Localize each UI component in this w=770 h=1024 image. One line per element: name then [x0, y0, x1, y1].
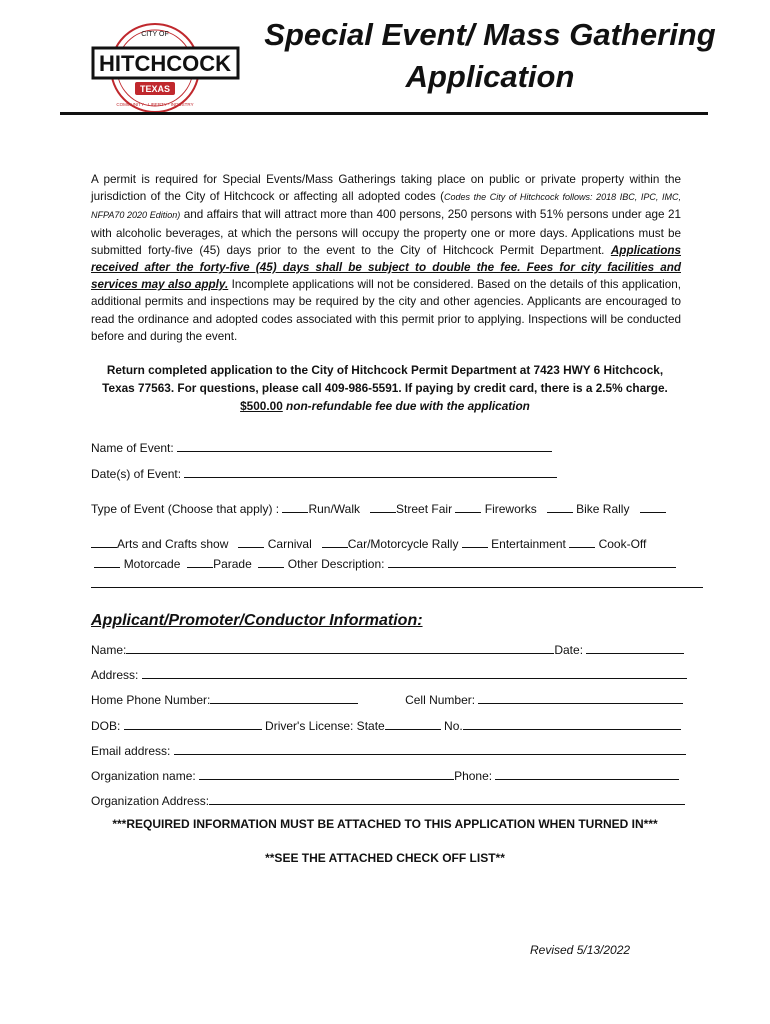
checkbox-arts-crafts[interactable]	[91, 535, 117, 548]
org-phone-field[interactable]	[495, 767, 679, 780]
page-title: Special Event/ Mass Gathering	[264, 17, 716, 52]
city-logo	[90, 18, 240, 118]
checkbox-cook-off[interactable]	[569, 535, 595, 548]
event-dates-field[interactable]	[184, 465, 557, 478]
email-row: Email address:	[91, 742, 686, 759]
event-name-row: Name of Event:	[91, 439, 552, 456]
other-description-row2	[91, 575, 703, 592]
title-divider	[60, 112, 708, 115]
event-type-row1: Type of Event (Choose that apply) : Run/Walk Street Fair Fireworks Bike Rally	[91, 500, 666, 517]
required-info-note: ***REQUIRED INFORMATION MUST BE ATTACHED TO THIS APPLICATION WHEN TURNED IN***	[112, 817, 658, 831]
email-field[interactable]	[174, 742, 686, 755]
checkbox-fireworks[interactable]	[455, 500, 481, 513]
license-state-field[interactable]	[385, 717, 441, 730]
checkbox-run-walk[interactable]	[282, 500, 308, 513]
event-dates-row: Date(s) of Event:	[91, 465, 557, 482]
fee-amount: $500.00	[240, 399, 283, 413]
other-description-field-2[interactable]	[91, 575, 703, 588]
dob-field[interactable]	[124, 717, 262, 730]
svg-text:CITY OF: CITY OF	[141, 31, 169, 38]
phone-row: Home Phone Number: Cell Number:	[91, 691, 683, 708]
svg-text:TEXAS: TEXAS	[139, 84, 171, 94]
org-address-field[interactable]	[209, 792, 685, 805]
codes-note: Codes the City of Hitchcock follows: 2018 IBC, IPC, IMC, NFPA70 2020 Edition)	[91, 192, 681, 221]
return-info-line1: Return completed application to the City of Hitchcock Permit Department at 7423 HWY 6 Hitchcock,	[106, 363, 664, 377]
org-name-field[interactable]	[199, 767, 454, 780]
address-field[interactable]	[142, 666, 687, 679]
late-fee-warning: Applications received after the forty-five (45) days shall be subject to double the fee. Fees for city facilities and services may also apply.	[91, 243, 681, 292]
checkbox-other[interactable]	[258, 555, 284, 568]
svg-text:COMMUNITY - LIBERTY - INDUSTRY: COMMUNITY - LIBERTY - INDUSTRY	[116, 102, 194, 107]
fee-note: $500.00 non-refundable fee due with the application	[240, 399, 530, 413]
page-title-line2: Application	[405, 59, 575, 94]
extra-blank[interactable]	[640, 500, 666, 513]
checkbox-motorcade[interactable]	[94, 555, 120, 568]
org-name-row: Organization name: Phone:	[91, 767, 679, 784]
applicant-name-field[interactable]	[126, 641, 554, 654]
checkbox-bike-rally[interactable]	[547, 500, 573, 513]
applicant-name-row: Name: Date:	[91, 641, 684, 658]
applicant-section-title: Applicant/Promoter/Conductor Information:	[91, 612, 423, 629]
dob-row: DOB: Driver's License: State No.	[91, 717, 681, 734]
return-info-line2: Texas 77563. For questions, please call 409-986-5591. If paying by credit card, there is a 2.5% charge.	[102, 381, 668, 395]
other-description-field[interactable]	[388, 555, 676, 568]
cell-number-field[interactable]	[478, 691, 683, 704]
svg-text:HITCHCOCK: HITCHCOCK	[99, 51, 231, 76]
checkbox-car-motorcycle-rally[interactable]	[322, 535, 348, 548]
applicant-date-field[interactable]	[586, 641, 684, 654]
license-number-field[interactable]	[463, 717, 681, 730]
event-type-row2: Arts and Crafts show Carnival Car/Motorcycle Rally Entertainment Cook-Off	[91, 535, 646, 552]
checkbox-carnival[interactable]	[238, 535, 264, 548]
intro-paragraph: A permit is required for Special Events/Mass Gatherings taking place on public or private property within the jurisdiction of the City of Hitchcock or affecting all adopted codes (Codes the City of Hitchcock follows: 2018 IBC, IPC, IMC, NFPA70 2020 Edition) and affairs that will attract more than 400 persons, 250 persons with 51% persons under age 21 with alcoholic beverages, at which the persons will occupy the property one or more days. Applications must be submitted forty-five (45) days prior to the event to the City of Hitchcock Permit Department. Applications received after the forty-five (45) days shall be subject to double the fee. Fees for city facilities and services may also apply. Incomplete applications will not be considered. Based on the details of this application, additional permits and inspections may be required by the city and other agencies. Applicants are encouraged to read the ordinance and adopted codes associated with this permit prior to applying. Inspections will be conducted before and during the event.	[91, 173, 682, 343]
revision-date: Revised 5/13/2022	[530, 943, 631, 957]
checkbox-parade[interactable]	[187, 555, 213, 568]
home-phone-field[interactable]	[210, 691, 358, 704]
org-address-row: Organization Address:	[91, 792, 685, 809]
event-type-row3: Motorcade Parade Other Description:	[91, 555, 676, 572]
checklist-note: **SEE THE ATTACHED CHECK OFF LIST**	[265, 851, 505, 865]
address-row: Address:	[91, 666, 687, 683]
checkbox-street-fair[interactable]	[370, 500, 396, 513]
event-name-field[interactable]	[177, 439, 552, 452]
checkbox-entertainment[interactable]	[462, 535, 488, 548]
